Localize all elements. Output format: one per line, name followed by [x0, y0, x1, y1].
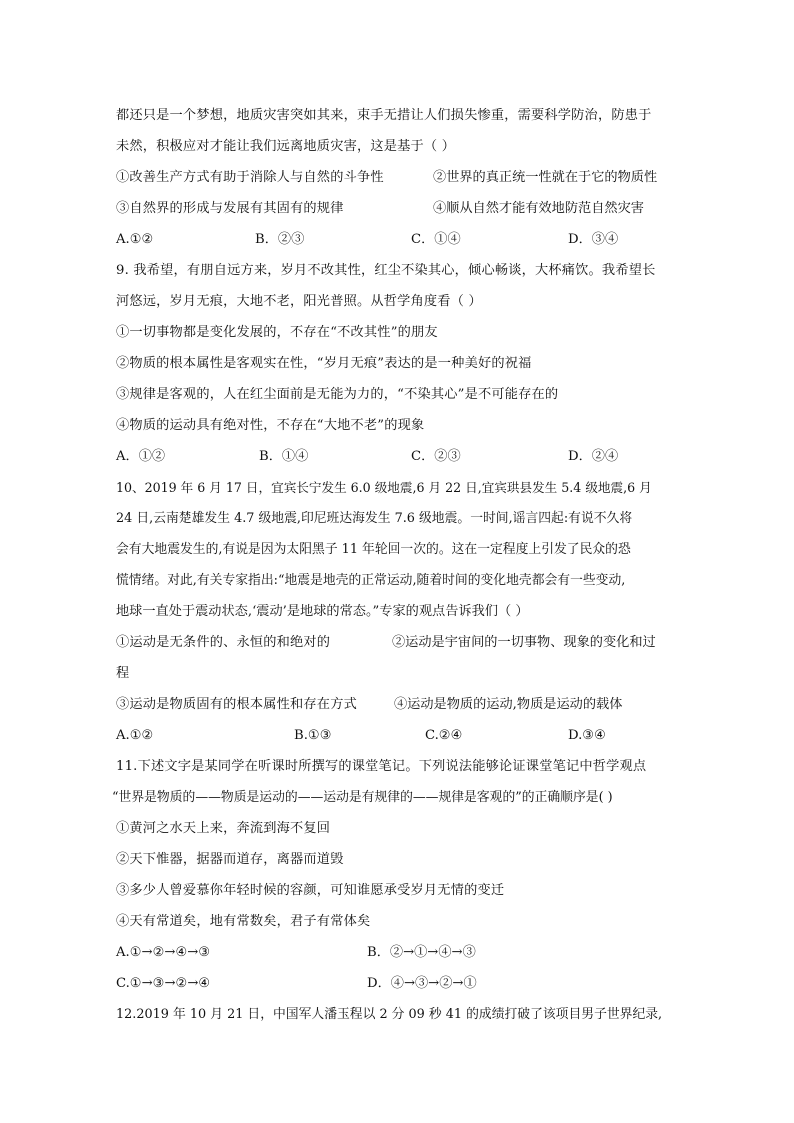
q11-option-a: A.①→②→④→③ — [116, 945, 211, 960]
q8-statement-1: ①改善生产方式有助于消除人与自然的斗争性 — [116, 170, 384, 185]
q10-statement-2: ②运动是宇宙间的一切事物、现象的变化和过 — [392, 635, 656, 650]
q10-option-c: C.②④ — [425, 728, 463, 743]
q10-option-a: A.①② — [116, 728, 154, 743]
q9-stem-line-1: 9. 我希望，有朋自远方来，岁月不改其性，红尘不染其心，倾心畅谈，大杯痛饮。我希望长 — [116, 263, 656, 278]
q11-option-c: C.①→③→②→④ — [116, 976, 211, 991]
q11-stem-line-2: “世界是物质的——物质是运动的——运动是有规律的——规律是客观的”的正确顺序是( ) — [112, 790, 613, 805]
q10-stem-line-5: 地球一直处于震动状态,‘震动’是地球的常态。”专家的观点告诉我们（ ） — [116, 604, 529, 619]
q8-statement-3: ③自然界的形成与发展有其固有的规律 — [116, 201, 344, 216]
q11-statement-3: ③多少人曾爱慕你年轻时候的容颜，可知谁愿承受岁月无情的变迁 — [116, 883, 505, 898]
q10-stem-line-4: 慌情绪。对此,有关专家指出:“地震是地壳的正常运动,随着时间的变化地壳都会有一些变动, — [116, 573, 626, 588]
q8-option-c: C．①④ — [411, 232, 461, 247]
q11-stem-line-1: 11.下述文字是某同学在听课时所撰写的课堂笔记。下列说法能够论证课堂笔记中哲学观点 — [116, 759, 647, 774]
q8-stem-line-1: 都还只是一个梦想，地质灾害突如其来，束手无措让人们损失惨重，需要科学防治，防患于 — [116, 108, 652, 123]
q11-option-d: D．④→③→②→① — [367, 976, 477, 991]
q10-option-d: D.③④ — [568, 728, 606, 743]
q10-option-b: B.①③ — [294, 728, 332, 743]
q9-statement-2: ②物质的根本属性是客观实在性，“岁月无痕”表达的是一种美好的祝福 — [116, 356, 532, 371]
q8-statement-2: ②世界的真正统一性就在于它的物质性 — [433, 170, 658, 185]
q11-statement-2: ②天下惟器，据器而道存，离器而道毁 — [116, 852, 344, 867]
q9-option-d: D．②④ — [568, 449, 619, 464]
q9-option-b: B．①④ — [259, 449, 309, 464]
q8-option-b: B．②③ — [255, 232, 305, 247]
q9-statement-3: ③规律是客观的，人在红尘面前是无能为力的，“不染其心”是不可能存在的 — [116, 387, 559, 402]
q10-statement-2-cont: 程 — [116, 666, 130, 681]
q10-stem-line-1: 10、2019 年 6 月 17 日，宜宾长宁发生 6.0 级地震,6 月 22 日,宜宾珙县发生 5.4 级地震,6 月 — [116, 480, 652, 495]
q9-statement-4: ④物质的运动具有绝对性，不存在“大地不老”的现象 — [116, 418, 425, 433]
q11-option-b: B．②→①→④→③ — [367, 945, 476, 960]
q10-stem-line-3: 会有大地震发生的,有说是因为太阳黑子 11 年轮回一次的。这在一定程度上引发了民众的恐 — [116, 542, 631, 557]
q9-stem-line-2: 河悠远，岁月无痕，大地不老，阳光普照。从哲学角度看（ ） — [116, 294, 482, 309]
q11-statement-1: ①黄河之水天上来，奔流到海不复回 — [116, 821, 331, 836]
q10-statement-4: ④运动是物质的运动,物质是运动的载体 — [394, 697, 623, 712]
q11-statement-4: ④天有常道矣，地有常数矣，君子有常体矣 — [116, 914, 371, 929]
q8-option-d: D．③④ — [568, 232, 619, 247]
q9-option-c: C．②③ — [411, 449, 461, 464]
q10-statement-1: ①运动是无条件的、永恒的和绝对的 — [116, 635, 331, 650]
q10-stem-line-2: 24 日,云南楚雄发生 4.7 级地震,印尼班达海发生 7.6 级地震。一时间,谣言四起:有说不久将 — [116, 511, 633, 526]
q9-option-a: A．①② — [116, 449, 166, 464]
q8-option-a: A.①② — [116, 232, 154, 247]
q12-stem-line-1: 12.2019 年 10 月 21 日，中国军人潘玉程以 2 分 09 秒 41 的成绩打破了该项目男子世界纪录, — [116, 1007, 663, 1022]
q8-stem-line-2: 未然，积极应对才能让我们远离地质灾害，这是基于（ ） — [116, 139, 456, 154]
q10-statement-3: ③运动是物质固有的根本属性和存在方式 — [116, 697, 357, 712]
q9-statement-1: ①一切事物都是变化发展的，不存在“不改其性”的朋友 — [116, 325, 438, 340]
q8-statement-4: ④顺从自然才能有效地防范自然灾害 — [433, 201, 644, 216]
